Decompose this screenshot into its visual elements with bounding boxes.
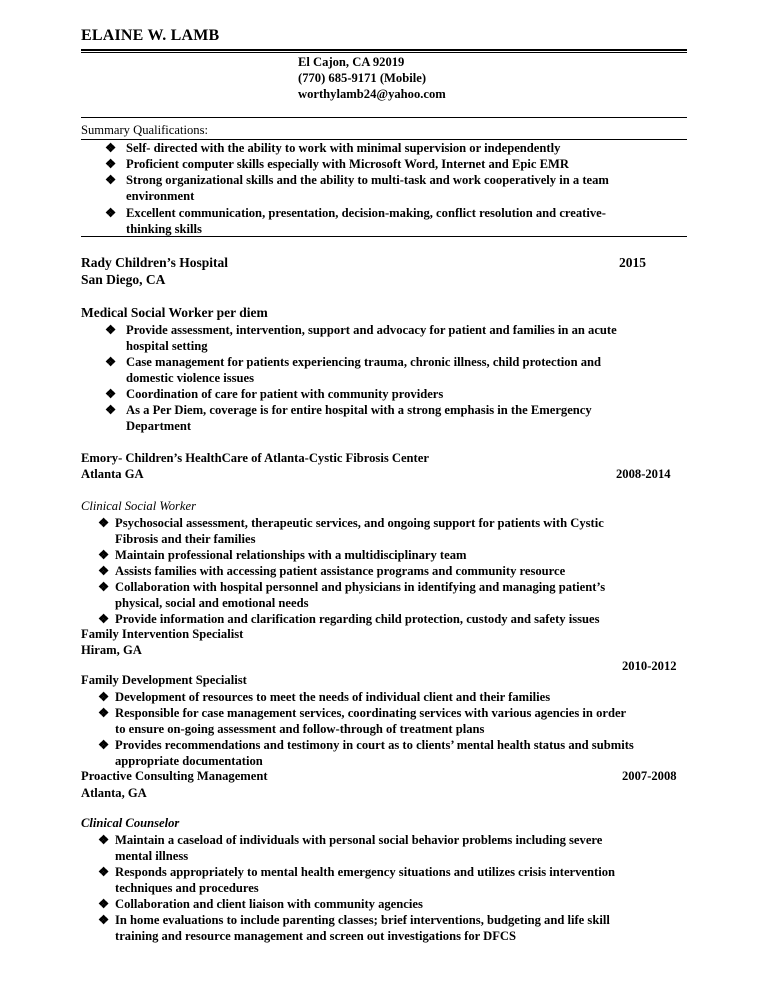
job-title: Clinical Social Worker [81,499,196,513]
candidate-name: ELAINE W. LAMB [81,27,220,44]
employer: Rady Children’s Hospital [81,255,229,270]
summary-rule-top [81,117,687,118]
diamond-bullet-icon: ❖ [105,323,117,337]
phone: (770) 685-9171 (Mobile) [298,71,427,85]
email[interactable]: worthylamb24@yahoo.com [298,87,446,101]
job-location: Atlanta, GA [81,786,147,800]
employer: Family Intervention Specialist [81,627,244,641]
diamond-bullet-icon: ❖ [98,580,110,594]
job-dates: 2010-2012 [622,659,677,673]
diamond-bullet-icon: ❖ [98,833,110,847]
diamond-bullet-icon: ❖ [98,865,110,879]
diamond-bullet-icon: ❖ [98,516,110,530]
job-location: San Diego, CA [81,272,166,287]
job-location: Atlanta GA [81,467,144,481]
diamond-bullet-icon: ❖ [98,913,110,927]
diamond-bullet-icon: ❖ [98,897,110,911]
address: El Cajon, CA 92019 [298,55,405,69]
header-rule-thin [81,52,687,53]
diamond-bullet-icon: ❖ [98,690,110,704]
job-title: Clinical Counselor [81,816,180,830]
header-rule-thick [81,49,687,51]
diamond-bullet-icon: ❖ [105,403,117,417]
diamond-bullet-icon: ❖ [98,564,110,578]
diamond-bullet-icon: ❖ [98,738,110,752]
employer: Emory- Children’s HealthCare of Atlanta-Cystic Fibrosis Center [81,451,429,465]
diamond-bullet-icon: ❖ [105,206,117,220]
diamond-bullet-icon: ❖ [105,387,117,401]
job-location: Hiram, GA [81,643,142,657]
job-dates: 2008-2014 [616,467,671,481]
diamond-bullet-icon: ❖ [105,355,117,369]
job-dates: 2015 [619,255,646,270]
employer: Proactive Consulting Management [81,769,268,783]
diamond-bullet-icon: ❖ [105,141,117,155]
diamond-bullet-icon: ❖ [105,157,117,171]
job-title: Family Development Specialist [81,673,247,687]
diamond-bullet-icon: ❖ [98,706,110,720]
diamond-bullet-icon: ❖ [105,173,117,187]
summary-rule-bottom [81,236,687,237]
job-dates: 2007-2008 [622,769,677,783]
diamond-bullet-icon: ❖ [98,548,110,562]
diamond-bullet-icon: ❖ [98,612,110,626]
job-title: Medical Social Worker per diem [81,305,268,320]
summary-heading: Summary Qualifications: [81,123,208,137]
